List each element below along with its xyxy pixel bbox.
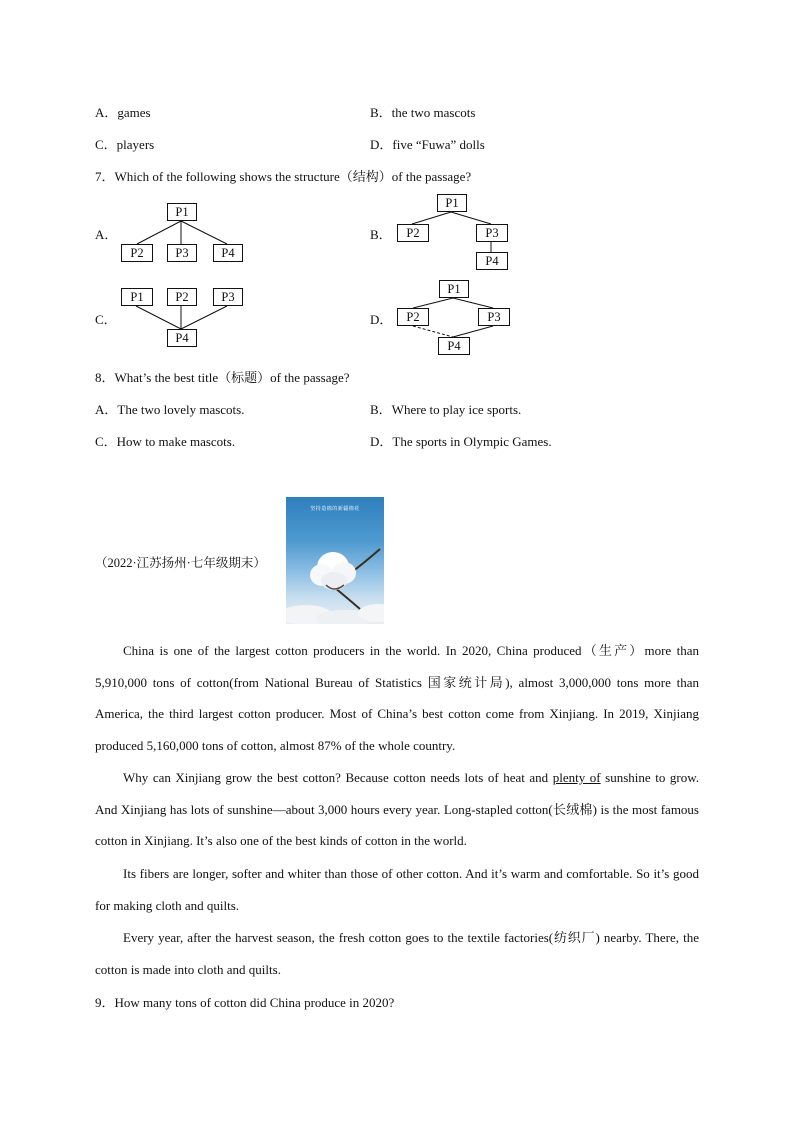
diagram-a-p4: P4 [213,244,243,262]
diagram-a-p3: P3 [167,244,197,262]
diagram-d-p3: P3 [478,308,510,326]
q8-option-c: C．How to make mascots. [95,434,236,449]
diagram-c-p1: P1 [121,288,153,306]
passage-paragraph-2-text-start: Why can Xinjiang grow the best cotton? Because cotton needs lots of heat and [123,770,553,785]
diagram-b-p4: P4 [476,252,508,270]
q7-option-c-label: C． [95,312,117,327]
diagram-b-p2: P2 [397,224,429,242]
q6-option-d: D．five “Fuwa” dolls [370,137,485,152]
underlined-phrase: plenty of [552,770,601,785]
q6-option-b: B．the two mascots [370,105,476,120]
cotton-illustration [286,497,384,624]
diagram-c-p3: P3 [213,288,243,306]
passage-paragraph-3-text: Its fibers are longer, softer and whiter than those of other cotton. And it’s warm and comfortable. So it’s good for making cloth and quilts. [95,866,699,913]
diagram-c-p2: P2 [167,288,197,306]
diagram-d-p1: P1 [439,280,469,298]
q6-option-a: A．games [95,105,151,120]
photo-caption: 坚持造棉的新疆棉花 [310,506,360,512]
q7-option-b-label: B． [370,227,392,242]
diagram-d-p4: P4 [438,337,470,355]
q7-stem: 7．Which of the following shows the structure（结构）of the passage? [95,169,472,184]
cotton-photo [286,497,384,624]
passage-paragraph-4 [95,922,699,985]
passage-paragraph-2-text-end: sunshine to grow. And Xinjiang has lots of sunshine—about 3,000 hours every year. Long-stapled cotton(长绒棉) is the most famous cotton in Xinjiang. It’s also one of the best kinds of cotton in the world. [95,770,699,849]
diagram-a-p2: P2 [121,244,153,262]
q8-option-d: D．The sports in Olympic Games. [370,434,552,449]
diagram-a-p1: P1 [167,203,197,221]
q7-option-a-label: A． [95,227,118,242]
diagram-c-p4: P4 [167,329,197,347]
diagram-d-p2: P2 [397,308,429,326]
passage-paragraph-2 [95,762,699,857]
q6-option-c: C．players [95,137,155,152]
q8-stem: 8．What’s the best title（标题）of the passage? [95,370,350,385]
passage-source: （2022·江苏扬州·七年级期末） [95,556,266,570]
diagram-b-p1: P1 [437,194,467,212]
passage-paragraph-4-text: Every year, after the harvest season, the fresh cotton goes to the textile factories(纺织厂) nearby. There, the cotton is made into cloth and quilts. [95,930,699,977]
diagram-b-p3: P3 [476,224,508,242]
q8-option-b: B．Where to play ice sports. [370,402,522,417]
passage-paragraph-1 [95,635,699,762]
q8-option-a: A．The two lovely mascots. [95,402,245,417]
passage-paragraph-1-text: China is one of the largest cotton producers in the world. In 2020, China produced（生产）more than 5,910,000 tons of cotton(from National Bureau of Statistics 国家统计局), almost 3,000,000 tons more than America, the third largest cotton producer. Most of China’s best cotton come from Xinjiang. In 2019, Xinjiang produced 5,160,000 tons of cotton, almost 87% of the whole country. [95,643,699,754]
q7-option-d-label: D． [370,312,393,327]
passage-paragraph-3 [95,858,699,921]
q9-stem: 9．How many tons of cotton did China produce in 2020? [95,995,395,1010]
